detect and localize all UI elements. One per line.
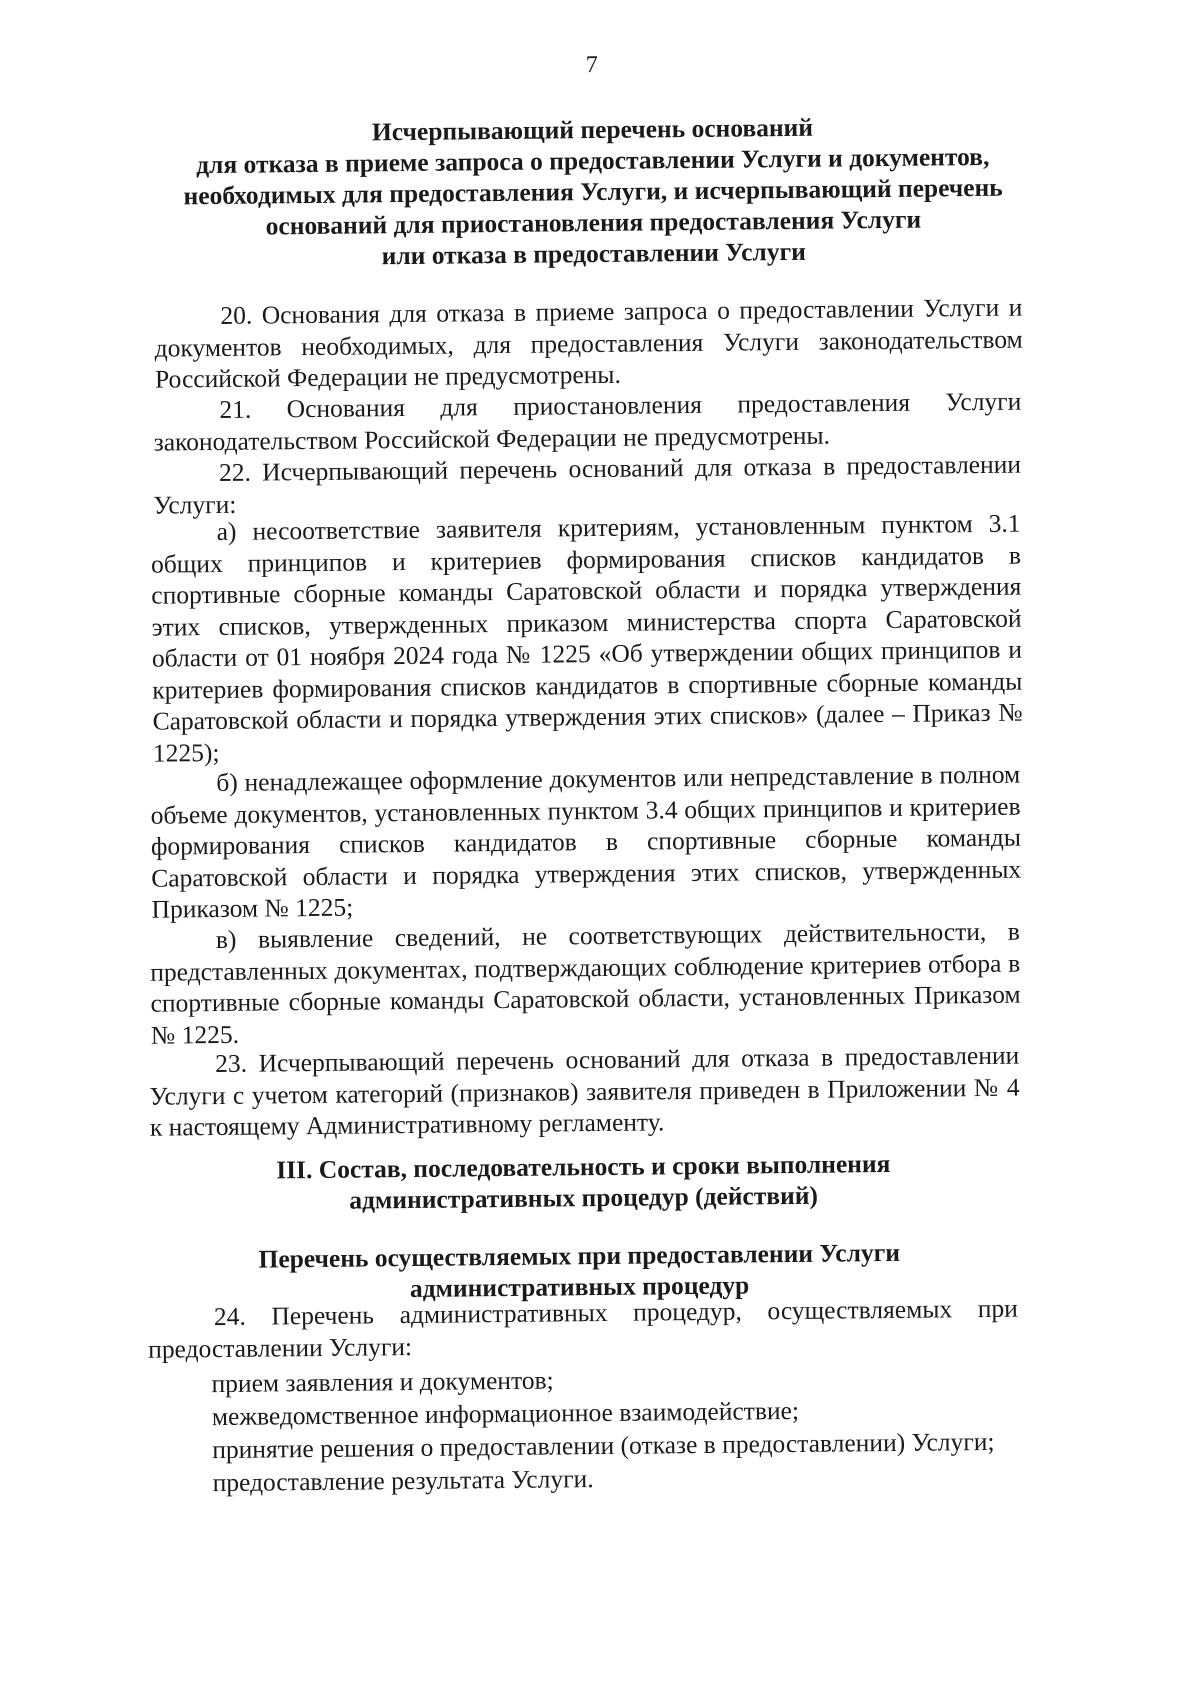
procedure-item: предоставление результата Услуги.: [212, 1464, 594, 1498]
paragraph-22: 22. Исчерпывающий перечень оснований для отказа в предоставлении Услуги:: [153, 449, 1022, 520]
page-number: 7: [585, 51, 598, 79]
heading-line: оснований для приостановления предоставления Услуги: [265, 204, 922, 241]
section-heading-iii: [133, 1146, 1034, 1217]
paragraph-24: 24. Перечень административных процедур, осуществляемых при предоставлении Услуги:: [148, 1293, 1018, 1364]
heading-line: Перечень осуществляемых при предоставлении Услуги: [258, 1237, 901, 1274]
heading-line: административных процедур: [409, 1270, 750, 1304]
section-heading-refusal-grounds: [142, 109, 1044, 273]
paragraph-20: 20. Основания для отказа в приеме запроса о предоставлении Услуги и документов необходимых, для предоставления Услуги законодательством Российской Федерации не предусмотрены.: [154, 292, 1023, 394]
heading-line: или отказа в предоставлении Услуги: [381, 236, 806, 271]
paragraph-22-c: в) выявление сведений, не соответствующих действительности, в представленных документах, подтверждающих соблюдение критериев отбора в спортивные сборные команды Саратовской области, установленных Приказом № 1225.: [150, 916, 1021, 1050]
heading-line: Исчерпывающий перечень оснований: [371, 112, 814, 147]
paragraph-22-a: а) несоответствие заявителя критериям, установленным пунктом 3.1 общих принципов и критериев формирования списков кандидатов в спортивные сборные команды Саратовской области и порядка утверждения этих списков, утвержденных приказом министерства спорта Саратовской области от 01 ноября 2024 года № 1225 «Об утверждении общих принципов и критериев формирования списков кандидатов в спортивные сборные команды Саратовской области и порядка утверждения этих списков» (далее – Приказ № 1225);: [150, 508, 1023, 768]
procedure-item: прием заявления и документов;: [211, 1365, 554, 1399]
paragraph-22-b: б) ненадлежащее оформление документов или непредставление в полном объеме документов, установленных пунктом 3.4 общих принципов и критериев формирования списков кандидатов в спортивные сборные команды Саратовской области и порядка утверждения этих списков, утвержденных Приказом № 1225;: [150, 759, 1022, 924]
paragraph-23: 23. Исчерпывающий перечень оснований для отказа в предоставлении Услуги с учетом категорий (признаков) заявителя приведен в Приложении № 4 к настоящему Административному регламенту.: [149, 1040, 1020, 1142]
paragraph-21: 21. Основания для приостановления предоставления Услуги законодательством Российской Федерации не предусмотрены.: [153, 386, 1022, 457]
heading-line: необходимых для предоставления Услуги, и исчерпывающий перечень: [183, 172, 1003, 211]
heading-line: административных процедур (действий): [349, 1180, 819, 1215]
procedure-item: межведомственное информационное взаимодействие;: [211, 1395, 800, 1432]
heading-line: III. Состав, последовательность и сроки выполнения: [276, 1148, 891, 1185]
procedure-item: принятие решения о предоставлении (отказе в предоставлении) Услуги;: [212, 1426, 995, 1465]
heading-line: для отказа в приеме запроса о предоставлении Услуги и документов,: [196, 141, 990, 180]
